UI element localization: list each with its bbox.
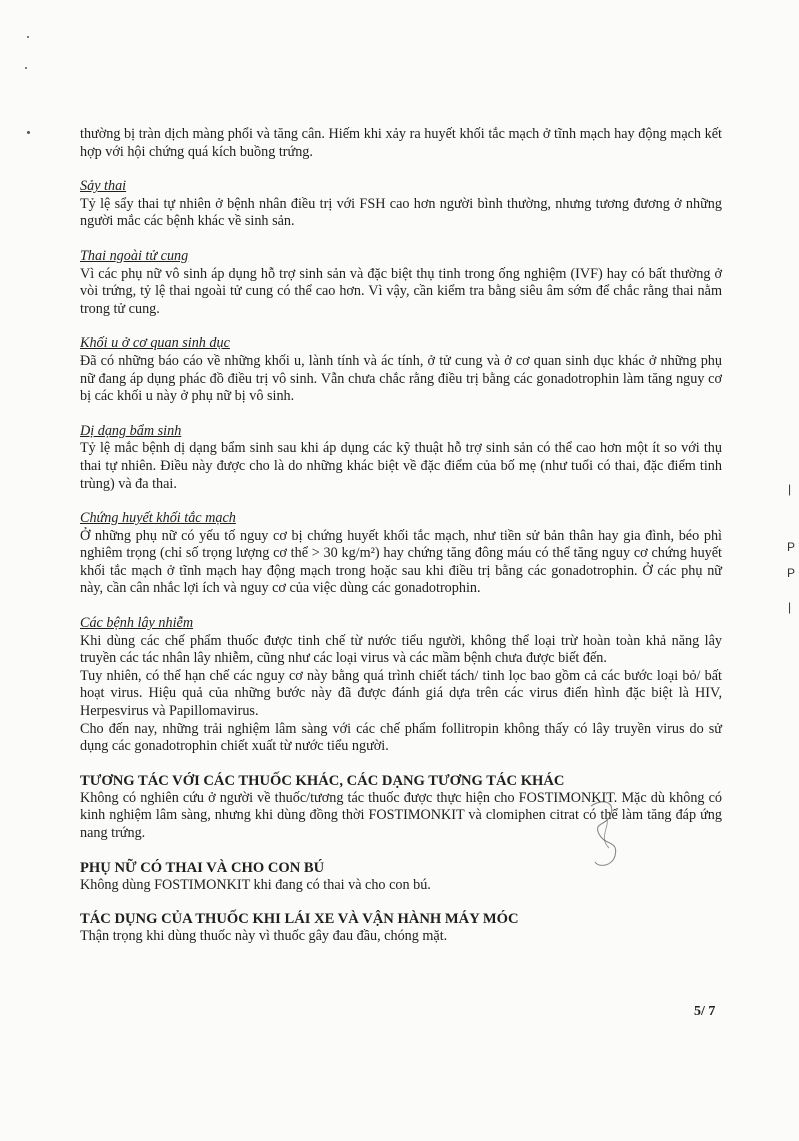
section-heading: Sảy thai: [80, 178, 127, 195]
section-paragraph: Cho đến nay, những trải nghiệm lâm sàng với các chế phẩm follitropin không thấy có lây truyền virus do sử dụng các gonadotrophin chiết xuất từ nước tiểu người.: [80, 720, 722, 755]
section-paragraph: Khi dùng các chế phẩm thuốc được tinh chế từ nước tiểu người, không thể loại trừ hoàn toàn khả năng lây truyền các tác nhân lây nhiễm, cũng như các loại virus và các mầm bệnh chưa được biết đến.: [80, 632, 722, 667]
edge-fragment: P: [787, 566, 796, 580]
document-page: [80, 126, 722, 946]
section-title: TƯƠNG TÁC VỚI CÁC THUỐC KHÁC, CÁC DẠNG TƯƠNG TÁC KHÁC: [80, 772, 565, 789]
section-paragraph: Tỷ lệ mắc bệnh dị dạng bẩm sinh sau khi áp dụng các kỹ thuật hỗ trợ sinh sản có thể cao hơn một ít so với thụ thai tự nhiên. Điều này được cho là do những khác biệt về đặc điểm của bố mẹ (như tuổi có thai, đặc điểm tinh trùng) và đa thai.: [80, 440, 722, 492]
scan-speck: [27, 131, 30, 134]
section-tuong-tac: [80, 772, 722, 843]
section-khoi-u: [80, 335, 722, 405]
section-paragraph: Tuy nhiên, có thể hạn chế các nguy cơ này bằng quá trình chiết tách/ tinh lọc bao gồm cả các bước loại bỏ/ bất hoạt virus. Hiệu quả của những bước này đã được đánh giá dựa trên các virus điển hình đặc biệt là HIV, Herpesvirus và Papillomavirus.: [80, 667, 722, 720]
section-benh-lay-nhiem: [80, 615, 722, 756]
edge-fragment: |: [788, 600, 792, 614]
edge-fragment: |: [788, 482, 792, 496]
section-paragraph: Vì các phụ nữ vô sinh áp dụng hỗ trợ sinh sản và đặc biệt thụ tinh trong ống nghiệm (IVF) hay có bất thường ở vòi trứng, tỷ lệ thai ngoài tử cung có thể cao hơn. Vì vậy, cần kiểm tra bằng siêu âm sớm để chắc rằng thai nằm trong tử cung.: [80, 265, 722, 317]
section-paragraph: Không dùng FOSTIMONKIT khi đang có thai và cho con bú.: [80, 876, 431, 893]
section-title: TÁC DỤNG CỦA THUỐC KHI LÁI XE VÀ VẬN HÀNH MÁY MÓC: [80, 911, 519, 928]
section-paragraph: Ở những phụ nữ có yếu tố nguy cơ bị chứng huyết khối tắc mạch, như tiền sử bản thân hay gia đình, béo phì nghiêm trọng (chỉ số trọng lượng cơ thể > 30 kg/m²) hay chứng tăng đông máu có thể tăng nguy cơ chứng huyết khối tắc mạch ở tĩnh mạch hay động mạch trong hoặc sau khi điều trị bằng các gonadotrophin. Ở các phụ nữ này, cần cân nhắc lợi ích và nguy cơ của việc dùng các gonadotrophin.: [80, 527, 722, 597]
page-number: 5/ 7: [694, 1004, 716, 1019]
intro-paragraph: thường bị tràn dịch màng phổi và tăng cân. Hiếm khi xảy ra huyết khối tắc mạch ở tĩnh mạch hay động mạch kết hợp với hội chứng quá kích buồng trứng.: [80, 126, 722, 160]
section-phu-nu-co-thai: [80, 859, 722, 895]
section-paragraph: Đã có những báo cáo về những khối u, lành tính và ác tính, ở tử cung và ở cơ quan sinh dục khác ở những phụ nữ đang áp dụng phác đồ điều trị vô sinh. Vẫn chưa chắc rằng điều trị bằng các gonadotrophin làm tăng nguy cơ bị các khối u này ở phụ nữ bị vô sinh.: [80, 352, 722, 405]
section-heading: Các bệnh lây nhiễm: [80, 615, 194, 632]
scan-speck: [27, 36, 29, 38]
section-lai-xe: [80, 910, 722, 946]
edge-fragment: P: [787, 540, 796, 554]
section-huyet-khoi: [80, 510, 722, 598]
section-title: PHỤ NỮ CÓ THAI VÀ CHO CON BÚ: [80, 859, 325, 876]
section-heading: Khối u ở cơ quan sinh dục: [80, 335, 230, 352]
section-thai-ngoai-tu-cung: [80, 248, 722, 318]
scan-speck: [25, 67, 27, 69]
section-di-dang-bam-sinh: [80, 423, 722, 493]
section-heading: Thai ngoài tử cung: [80, 247, 189, 264]
section-heading: Chứng huyết khối tắc mạch: [80, 510, 236, 527]
section-paragraph: Không có nghiên cứu ở người về thuốc/tương tác thuốc được thực hiện cho FOSTIMONKIT. Mặc dù không có kinh nghiệm lâm sàng, nhưng khi dùng đồng thời FOSTIMONKIT và clomiphen citrat có thể làm tăng đáp ứng nang trứng.: [80, 789, 722, 841]
section-say-thai: [80, 178, 722, 231]
section-heading: Dị dạng bẩm sinh: [80, 422, 182, 439]
section-paragraph: Thận trọng khi dùng thuốc này vì thuốc gây đau đầu, chóng mặt.: [80, 928, 448, 945]
section-paragraph: Tỷ lệ sẩy thai tự nhiên ở bệnh nhân điều trị với FSH cao hơn người bình thường, nhưng tương đương ở những người mắc các bệnh khác về sinh sản.: [80, 195, 722, 230]
